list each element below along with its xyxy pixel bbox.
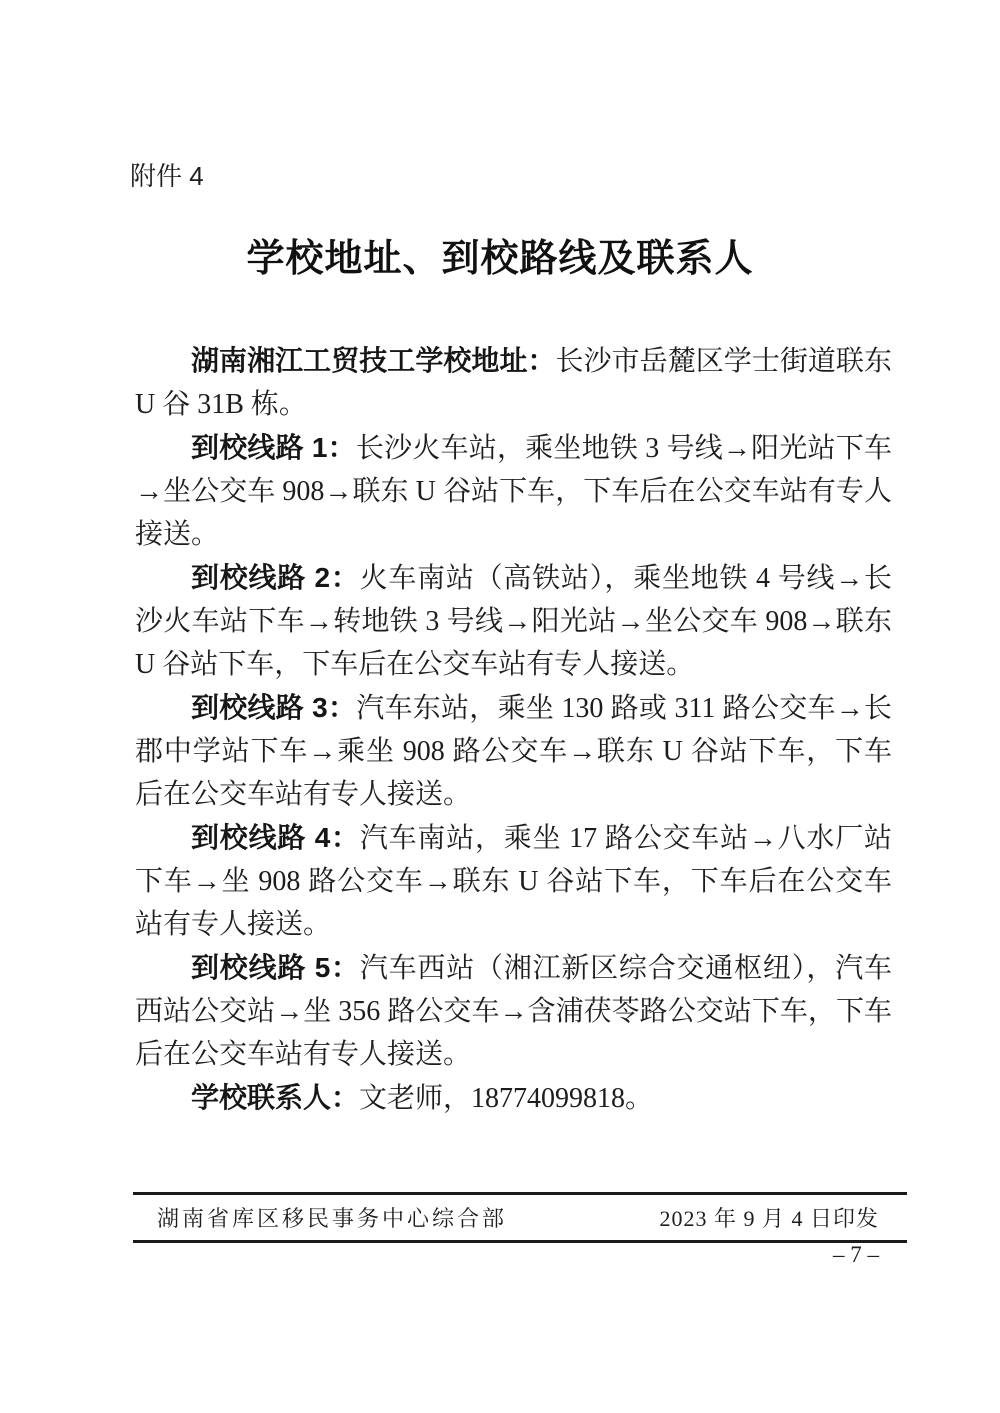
paragraph-school-address (135, 339, 892, 426)
route-5-label: 到校线路 5： (191, 952, 360, 983)
paragraph-route-2 (135, 556, 892, 686)
footer-print-date: 2023 年 9 月 4 日印发 (659, 1206, 879, 1231)
footer (133, 1195, 907, 1240)
route-2-label: 到校线路 2： (191, 562, 360, 593)
attachment-label: 附件 4 (130, 161, 204, 191)
contact-text: 文老师，18774099818。 (359, 1083, 654, 1114)
route-1-label: 到校线路 1： (191, 432, 356, 463)
school-address-text: 长沙市岳麓区学士街道联东 U 谷 31B 栋。 (135, 346, 892, 420)
paragraph-route-5 (135, 946, 892, 1076)
route-2-text: 火车南站（高铁站），乘坐地铁 4 号线→长沙火车站下车→转地铁 3 号线→阳光站→坐公交车 908→联东 U 谷站下车，下车后在公交车站有专人接送。 (135, 563, 892, 680)
footer-issuer: 湖南省库区移民事务中心综合部 (157, 1206, 508, 1231)
paragraph-route-3 (135, 686, 892, 816)
route-4-label: 到校线路 4： (191, 822, 360, 853)
paragraph-route-1 (135, 426, 892, 556)
route-1-text: 长沙火车站，乘坐地铁 3 号线→阳光站下车→坐公交车 908→联东 U 谷站下车，下车后在公交车站有专人接送。 (135, 433, 892, 550)
paragraph-contact (135, 1076, 892, 1120)
route-5-text: 汽车西站（湘江新区综合交通枢纽），汽车西站公交站→坐 356 路公交车→含浦茯苓路公交站下车，下车后在公交车站有专人接送。 (135, 953, 892, 1070)
page-title: 学校地址、到校路线及联系人 (246, 238, 754, 280)
route-3-label: 到校线路 3： (191, 692, 357, 723)
contact-label: 学校联系人： (191, 1082, 360, 1113)
page-number: – 7 – (833, 1242, 879, 1267)
document-body (135, 339, 892, 1120)
route-4-text: 汽车南站，乘坐 17 路公交车站→八水厂站下车→坐 908 路公交车→联东 U 谷站下车，下车后在公交车站有专人接送。 (135, 823, 892, 940)
paragraph-route-4 (135, 816, 892, 946)
school-address-label: 湖南湘江工贸技工学校地址： (191, 345, 556, 376)
route-3-text: 汽车东站，乘坐 130 路或 311 路公交车→长郡中学站下车→乘坐 908 路公交车→联东 U 谷站下车，下车后在公交车站有专人接送。 (135, 693, 893, 810)
